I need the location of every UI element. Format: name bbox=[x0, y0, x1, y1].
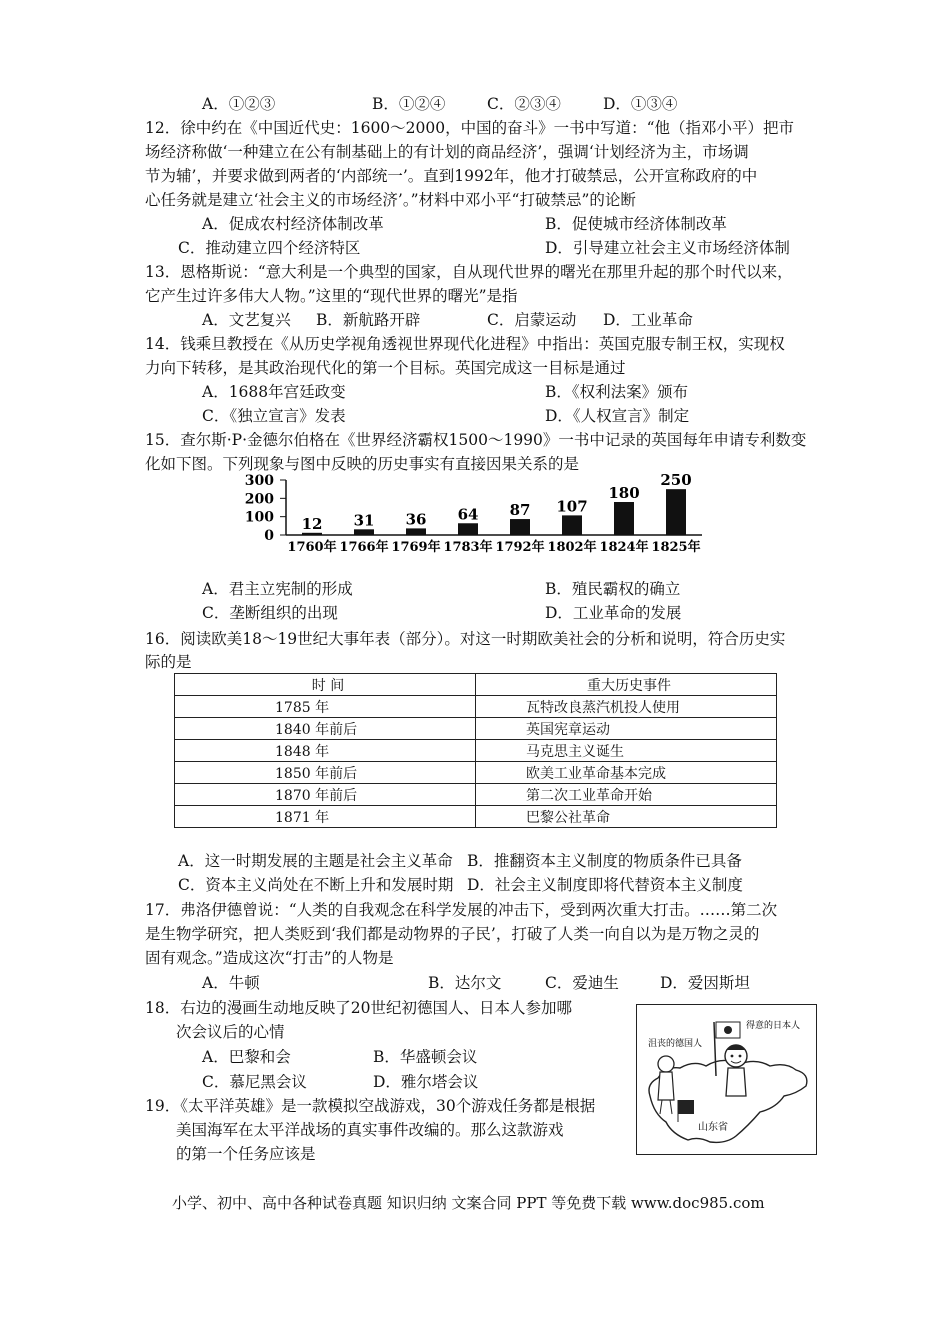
q18-option-a: A．巴黎和会 bbox=[202, 1048, 291, 1066]
x-tick-label: 1802年 bbox=[547, 540, 597, 555]
q11-option-c: C．②③④ bbox=[487, 95, 561, 113]
q15-option-d: D．工业革命的发展 bbox=[545, 604, 682, 622]
x-tick-label: 1824年 bbox=[599, 540, 649, 555]
q12-text-line: 节为辅’，并要求做到两者的‘内部统一’。直到1992年，他才打破禁忌，公开宣称政府的中 bbox=[145, 167, 758, 185]
bar-1783年 bbox=[458, 523, 478, 535]
q12-text-line: 场经济称做‘一种建立在公有制基础上的有计划的商品经济’，强调‘计划经济为主，市场调 bbox=[145, 143, 749, 161]
table-cell-event: 欧美工业革命基本完成 bbox=[476, 762, 777, 784]
x-tick-label: 1769年 bbox=[391, 540, 441, 555]
q17-text-line: 固有观念。”造成这次“打击”的人物是 bbox=[145, 949, 394, 967]
x-tick-label: 1766年 bbox=[339, 540, 389, 555]
q12-text-line: 心任务就是建立‘社会主义的市场经济’。”材料中邓小平“打破禁忌”的论断 bbox=[145, 191, 636, 209]
q13-option-d: D．工业革命 bbox=[603, 311, 693, 329]
table-header-row bbox=[175, 674, 777, 696]
bar-1824年 bbox=[614, 502, 634, 535]
q11-option-a: A．①②③ bbox=[202, 95, 276, 113]
bar-data-label: 180 bbox=[608, 484, 640, 502]
q13-text-line: 它产生过许多伟大人物。”这里的“现代世界的曙光”是指 bbox=[145, 287, 518, 305]
table-row bbox=[175, 718, 777, 740]
q16-option-c: C．资本主义尚处在不断上升和发展时期 bbox=[178, 876, 454, 894]
table-cell-time: 1850 年前后 bbox=[175, 762, 476, 784]
table-cell-event: 瓦特改良蒸汽机投人使用 bbox=[476, 696, 777, 718]
page-footer: 小学、初中、高中各种试卷真题 知识归纳 文案合同 PPT 等免费下载 www.doc985.com bbox=[172, 1194, 765, 1212]
patent-bar-chart bbox=[240, 474, 710, 556]
q15-text-line: 化如下图。下列现象与图中反映的历史事实有直接因果关系的是 bbox=[145, 455, 580, 473]
q14-option-a: A．1688年宫廷政变 bbox=[202, 383, 346, 401]
table-cell-event: 马克思主义诞生 bbox=[476, 740, 777, 762]
table-cell-event: 第二次工业革命开始 bbox=[476, 784, 777, 806]
table-row bbox=[175, 762, 777, 784]
table-row bbox=[175, 806, 777, 828]
bar-data-label: 64 bbox=[457, 505, 479, 524]
german-figure-head bbox=[658, 1056, 674, 1072]
q19-text-line: 19．《太平洋英雄》是一款模拟空战游戏，30个游戏任务都是根据 bbox=[145, 1097, 596, 1115]
q15-option-c: C．垄断组织的出现 bbox=[202, 604, 338, 622]
q18-option-b: B．华盛顿会议 bbox=[373, 1048, 478, 1066]
y-tick-label: 100 bbox=[244, 509, 274, 526]
bar-data-label: 250 bbox=[660, 474, 692, 490]
q17-option-b: B．达尔文 bbox=[428, 974, 502, 992]
q13-text-line: 13．恩格斯说：“意大利是一个典型的国家，自从现代世界的曙光在那里升起的那个时代以来， bbox=[145, 263, 793, 281]
table-cell-time: 1840 年前后 bbox=[175, 718, 476, 740]
q19-text-line: 美国海军在太平洋战场的真实事件改编的。那么这款游戏 bbox=[176, 1121, 564, 1139]
x-tick-label: 1792年 bbox=[495, 540, 545, 555]
cartoon-label-japan: 得意的日本人 bbox=[746, 1021, 801, 1031]
bar-data-label: 31 bbox=[353, 511, 375, 530]
q15-option-b: B．殖民霸权的确立 bbox=[545, 580, 681, 598]
table-cell-event: 巴黎公社革命 bbox=[476, 806, 777, 828]
cartoon-label-german: 沮丧的德国人 bbox=[648, 1039, 703, 1049]
q18-text-line: 次会议后的心情 bbox=[176, 1023, 285, 1041]
y-tick-label: 0 bbox=[264, 528, 274, 544]
q17-text-line: 17．弗洛伊德曾说：“人类的自我观念在科学发展的冲击下，受到两次重大打击。……第二次 bbox=[145, 901, 778, 919]
bar-1802年 bbox=[562, 515, 582, 535]
table-header-time: 时 间 bbox=[175, 674, 476, 696]
q14-option-d: D．《人权宣言》制定 bbox=[545, 407, 690, 425]
q15-option-a: A．君主立宪制的形成 bbox=[202, 580, 353, 598]
bar-1769年 bbox=[406, 528, 426, 535]
q18-option-c: C．慕尼黑会议 bbox=[202, 1073, 307, 1091]
bar-1766年 bbox=[354, 529, 374, 535]
q18-text-line: 18．右边的漫画生动地反映了20世纪初德国人、日本人参加哪 bbox=[145, 999, 572, 1017]
q19-text-line: 的第一个任务应该是 bbox=[176, 1145, 316, 1163]
q17-text-line: 是生物学研究，把人类贬到‘我们都是动物界的子民’，打破了人类一向自以为是万物之灵的 bbox=[145, 925, 760, 943]
table-cell-event: 英国宪章运动 bbox=[476, 718, 777, 740]
q17-option-c: C．爱迪生 bbox=[545, 974, 619, 992]
q18-option-d: D．雅尔塔会议 bbox=[373, 1073, 479, 1091]
events-table bbox=[174, 673, 777, 828]
q14-text-line: 力向下转移，是其政治现代化的第一个目标。英国完成这一目标是通过 bbox=[145, 359, 626, 377]
bar-1792年 bbox=[510, 519, 530, 535]
table-row bbox=[175, 696, 777, 718]
cartoon-image bbox=[636, 1004, 817, 1155]
q13-option-a: A．文艺复兴 bbox=[202, 311, 291, 329]
q12-option-c: C．推动建立四个经济特区 bbox=[178, 239, 361, 257]
q16-text-line: 16．阅读欧美18～19世纪大事年表（部分）。对这一时期欧美社会的分析和说明，符合历史实 bbox=[145, 630, 786, 648]
bar-data-label: 87 bbox=[509, 501, 531, 520]
x-tick-label: 1760年 bbox=[287, 540, 337, 555]
q12-option-a: A．促成农村经济体制改革 bbox=[202, 215, 384, 233]
q13-option-c: C．启蒙运动 bbox=[487, 311, 577, 329]
q16-option-d: D．社会主义制度即将代替资本主义制度 bbox=[467, 876, 743, 894]
q17-option-a: A．牛顿 bbox=[202, 974, 260, 992]
bar-1825年 bbox=[666, 489, 686, 535]
table-cell-time: 1848 年 bbox=[175, 740, 476, 762]
cartoon-label-province: 山东省 bbox=[698, 1122, 728, 1133]
q16-option-b: B．推翻资本主义制度的物质条件已具备 bbox=[467, 852, 742, 870]
q17-option-d: D．爱因斯坦 bbox=[660, 974, 750, 992]
q15-text-line: 15．查尔斯·P·金德尔伯格在《世界经济霸权1500～1990》一书中记录的英国每年申请专利数变 bbox=[145, 431, 807, 449]
bar-data-label: 36 bbox=[405, 510, 427, 529]
q14-option-b: B．《权利法案》颁布 bbox=[545, 383, 689, 401]
q11-option-d: D．①③④ bbox=[603, 95, 678, 113]
x-tick-label: 1825年 bbox=[651, 540, 701, 555]
q11-option-b: B．①②④ bbox=[372, 95, 446, 113]
q16-text-line: 际的是 bbox=[145, 653, 192, 671]
table-row bbox=[175, 740, 777, 762]
y-tick-label: 300 bbox=[244, 474, 274, 489]
q13-option-b: B．新航路开辟 bbox=[316, 311, 421, 329]
q14-option-c: C．《独立宣言》发表 bbox=[202, 407, 346, 425]
q12-option-d: D．引导建立社会主义市场经济体制 bbox=[545, 239, 790, 257]
table-cell-time: 1871 年 bbox=[175, 806, 476, 828]
q14-text-line: 14．钱乘旦教授在《从历史学视角透视世界现代化进程》中指出：英国克服专制王权，实现权 bbox=[145, 335, 785, 353]
bar-data-label: 12 bbox=[301, 514, 323, 533]
table-cell-time: 1785 年 bbox=[175, 696, 476, 718]
q12-text-line: 12．徐中约在《中国近代史：1600～2000，中国的奋斗》一书中写道：“他（指邓小平）把市 bbox=[145, 119, 795, 137]
q16-option-a: A．这一时期发展的主题是社会主义革命 bbox=[178, 852, 453, 870]
y-tick-label: 200 bbox=[244, 491, 274, 508]
table-header-event: 重大历史事件 bbox=[476, 674, 777, 696]
q12-option-b: B．促使城市经济体制改革 bbox=[545, 215, 727, 233]
bar-data-label: 107 bbox=[556, 497, 588, 516]
table-row bbox=[175, 784, 777, 806]
bar-1760年 bbox=[302, 533, 322, 535]
x-tick-label: 1783年 bbox=[443, 540, 493, 555]
table-cell-time: 1870 年前后 bbox=[175, 784, 476, 806]
